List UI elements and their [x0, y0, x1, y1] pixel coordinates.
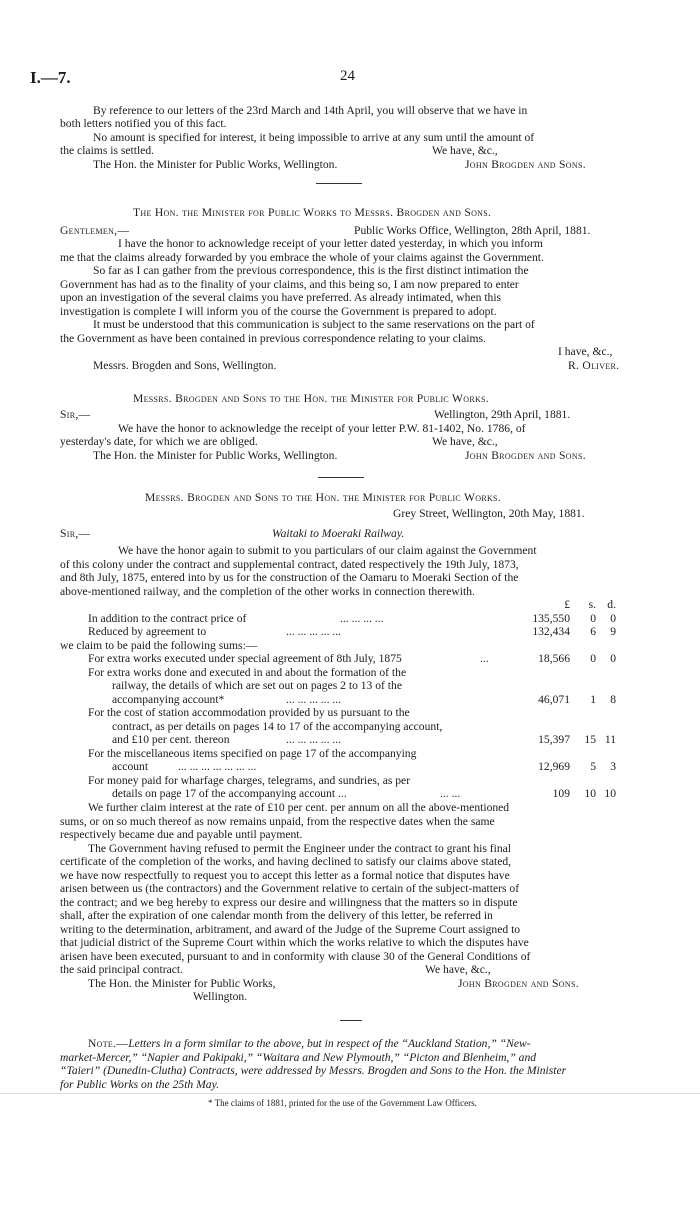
reduced-price-label: Reduced by agreement to: [88, 625, 207, 638]
letter4-signature: John Brogden and Sons.: [458, 977, 579, 990]
pounds: 46,071: [538, 693, 570, 706]
letter1-signature: John Brogden and Sons.: [465, 158, 586, 171]
note-line-2: market-Mercer,” “Napier and Pakipaki,” “Waitara and New Plymouth,” “Picton and Blenheim,” and: [60, 1051, 537, 1064]
letter4-body-4: The Government having refused to permit the Engineer under the contract to grant his final: [88, 842, 512, 855]
claim-2-line-2: railway, the details of which are set out on pages 2 to 13 of the: [112, 679, 402, 692]
letter3-salutation: Sir,—: [60, 408, 91, 421]
pence: 10: [604, 787, 616, 800]
letter2-salutation: Gentlemen,—: [60, 224, 130, 237]
letter4-closing: We have, &c.,: [425, 963, 491, 976]
divider: [318, 477, 364, 478]
reduced-price-dots: ... ... ... ... ...: [286, 625, 342, 638]
letter2-signature: R. Oliver.: [568, 359, 620, 372]
letter2-heading-text: The Hon. the Minister for Public Works to Messrs. Brogden and Sons.: [133, 206, 492, 219]
footnote: * The claims of 1881, printed for the use of the Government Law Officers.: [208, 1098, 477, 1108]
claim-4-dots: ... ... ... ... ... ... ...: [178, 760, 257, 773]
contract-price-label: In addition to the contract price of: [88, 612, 247, 625]
letter2-line-8: the Government as have been contained in previous correspondence relating to your claims.: [60, 332, 486, 345]
shillings: 5: [590, 760, 596, 773]
letter4-address: Grey Street, Wellington, 20th May, 1881.: [393, 507, 585, 520]
shillings: 1: [590, 693, 596, 706]
letter3-heading: Messrs. Brogden and Sons to the Hon. the Minister for Public Works.: [133, 392, 490, 405]
claim-2-line-1: For extra works done and executed in and about the formation of the: [88, 666, 407, 679]
claim-3-dots: ... ... ... ... ...: [286, 733, 342, 746]
letter4-body-8: the contract; and we beg hereby to express our desire and willingness that the matters so in dispute: [60, 896, 518, 909]
pounds: 18,566: [538, 652, 570, 665]
pence-label: d.: [607, 598, 616, 611]
letter2-line-1: I have the honor to acknowledge receipt of your letter dated yesterday, in which you inform: [118, 237, 543, 250]
letter3-line-2: yesterday's date, for which we are obliged.: [60, 435, 258, 448]
divider: [340, 1020, 362, 1021]
claim-1-amount: [520, 652, 640, 665]
letter2-recipient: Messrs. Brogden and Sons, Wellington.: [93, 359, 277, 372]
letter4-intro-4: above-mentioned railway, and the completion of the other works in connection therewith.: [60, 585, 475, 598]
letter1-para1-line1: By reference to our letters of the 23rd March and 14th April, you will observe that we have in: [93, 104, 528, 117]
letter1-para2-line2: the claims is settled.: [60, 144, 155, 157]
pence: 3: [610, 760, 616, 773]
shillings: 0: [590, 652, 596, 665]
letter3-signature: John Brogden and Sons.: [465, 449, 586, 462]
divider: [316, 183, 362, 184]
claim-5-dots: ... ...: [440, 787, 461, 800]
letter2-line-2: me that the claims already forwarded by you embrace the whole of your claims against the Government.: [60, 251, 544, 264]
contract-price-amount: [520, 612, 640, 625]
note-line-3: “Taieri” (Dunedin-Clutha) Contracts, were addressed by Messrs. Brogden and Sons to the Hon. the Minister: [60, 1064, 567, 1077]
letter4-recipient-line-1: The Hon. the Minister for Public Works,: [88, 977, 276, 990]
shillings: 10: [584, 787, 596, 800]
claim-2-line-3: accompanying account*: [112, 693, 225, 706]
pounds: 135,550: [532, 612, 570, 625]
shillings: 6: [590, 625, 596, 638]
note-line-1-text: Letters in a form similar to the above, but in respect of the “Auckland Station,” “New-: [128, 1037, 531, 1050]
shillings: 0: [590, 612, 596, 625]
letter4-body-5: certificate of the completion of the works, and having declined to satisfy our claims above stated,: [60, 855, 512, 868]
letter2-address: Public Works Office, Wellington, 28th April, 1881.: [354, 224, 591, 237]
pence: 0: [610, 652, 616, 665]
claim-5-line-1: For money paid for wharfage charges, telegrams, and sundries, as per: [88, 774, 411, 787]
letter3-closing: We have, &c.,: [432, 435, 498, 448]
letter4-body-12: arisen have been executed, pursuant to and in conformity with clause 30 of the General Conditions of: [60, 950, 531, 963]
contract-price-dots: ... ... ... ...: [340, 612, 384, 625]
pence: 11: [604, 733, 616, 746]
letter4-body-3: respectively became due and payable until payment.: [60, 828, 303, 841]
letter2-heading: [133, 206, 491, 219]
shillings: 15: [584, 733, 596, 746]
letter2-line-6: investigation is complete I will inform you of the course the Government is prepared to adopt.: [60, 305, 497, 318]
pounds: 132,434: [532, 625, 570, 638]
letter4-body-9: shall, after the expiration of one calendar month from the delivery of this letter, be referred in: [60, 909, 493, 922]
claim-1-dots: ...: [480, 652, 489, 665]
letter4-recipient-line-2: Wellington.: [193, 990, 248, 1003]
currency-header: [520, 598, 640, 611]
letter2-line-7: It must be understood that this communication is subject to the same reservations on the part of: [93, 318, 535, 331]
letter2-closing: I have, &c.,: [558, 345, 613, 358]
letter2-line-4: Government has had as to the finality of your claims, and this being so, I am now prepared to enter: [60, 278, 519, 291]
pounds: 12,969: [538, 760, 570, 773]
letter4-intro-3: and 8th July, 1875, entered into by us for the construction of the Oamaru to Moeraki Section of the: [60, 571, 519, 584]
letter4-subject: Waitaki to Moeraki Railway.: [272, 527, 405, 540]
claim-4-line-1: For the miscellaneous items specified on page 17 of the accompanying: [88, 747, 417, 760]
page-number: 24: [340, 68, 355, 84]
letter4-heading: Messrs. Brogden and Sons to the Hon. the Minister for Public Works.: [145, 491, 502, 504]
letter2-line-5: upon an investigation of the several claims you have preferred. As already intimated, when this: [60, 291, 502, 304]
claim-2-amount: [520, 693, 640, 706]
note-label: Note.—: [88, 1037, 129, 1050]
letter4-body-2: sums, or on so much thereof as now remains unpaid, from the respective dates when the same: [60, 815, 495, 828]
letter1-closing: We have, &c.,: [432, 144, 498, 157]
claim-4-amount: [520, 760, 640, 773]
letter2-line-3: So far as I can gather from the previous correspondence, this is the first distinct intimation the: [93, 264, 529, 277]
letter3-address: Wellington, 29th April, 1881.: [434, 408, 571, 421]
claim-5-line-2: details on page 17 of the accompanying account ...: [112, 787, 347, 800]
letter1-recipient: The Hon. the Minister for Public Works, Wellington.: [93, 158, 338, 171]
note-line-4: for Public Works on the 25th May.: [60, 1078, 219, 1091]
document-reference: I.—7.: [30, 68, 71, 87]
shillings-label: s.: [588, 598, 596, 611]
pence: 8: [610, 693, 616, 706]
claim-4-line-2: account: [112, 760, 149, 773]
note-line-1: [88, 1037, 531, 1050]
claim-3-line-2: contract, as per details on pages 14 to 17 of the accompanying account,: [112, 720, 443, 733]
footnote-divider: [0, 1093, 700, 1094]
letter4-intro-2: of this colony under the contract and supplemental contract, dated respectively the 19th July, 1873,: [60, 558, 519, 571]
pounds: 109: [552, 787, 570, 800]
letter1-para1-line2: both letters notified you of this fact.: [60, 117, 227, 130]
letter4-body-11: that judicial district of the Supreme Court within which the works relative to which the disputes have: [60, 936, 529, 949]
letter4-salutation: Sir,—: [60, 527, 91, 540]
claim-3-line-1: For the cost of station accommodation provided by us pursuant to the: [88, 706, 410, 719]
reduced-price-amount: [520, 625, 640, 638]
claim-5-amount: [520, 787, 640, 800]
letter4-body-13: the said principal contract.: [60, 963, 183, 976]
pence: 0: [610, 612, 616, 625]
claim-3-line-3: and £10 per cent. thereon: [112, 733, 230, 746]
claim-intro: we claim to be paid the following sums:—: [60, 639, 258, 652]
letter1-para2-line1: No amount is specified for interest, it being impossible to arrive at any sum until the amount of: [93, 131, 535, 144]
claim-1-line-1: For extra works executed under special agreement of 8th July, 1875: [88, 652, 402, 665]
letter3-recipient: The Hon. the Minister for Public Works, Wellington.: [93, 449, 338, 462]
claim-3-amount: [520, 733, 640, 746]
pence: 9: [610, 625, 616, 638]
claim-2-dots: ... ... ... ... ...: [286, 693, 342, 706]
letter4-body-1: We further claim interest at the rate of £10 per cent. per annum on all the above-mentioned: [88, 801, 510, 814]
letter4-intro-1: We have the honor again to submit to you particulars of our claim against the Government: [118, 544, 537, 557]
pounds: 15,397: [538, 733, 570, 746]
letter4-body-10: writing to the determination, arbitrament, and award of the Judge of the Supreme Court assigned to: [60, 923, 521, 936]
letter3-line-1: We have the honor to acknowledge the receipt of your letter P.W. 81-1402, No. 1786, of: [118, 422, 526, 435]
letter4-body-6: we have now respectfully to request you to accept this letter as a formal notice that disputes have: [60, 869, 510, 882]
pounds-label: £: [564, 598, 570, 611]
letter4-body-7: arisen between us (the contractors) and the Government relative to certain of the subject-matters of: [60, 882, 520, 895]
